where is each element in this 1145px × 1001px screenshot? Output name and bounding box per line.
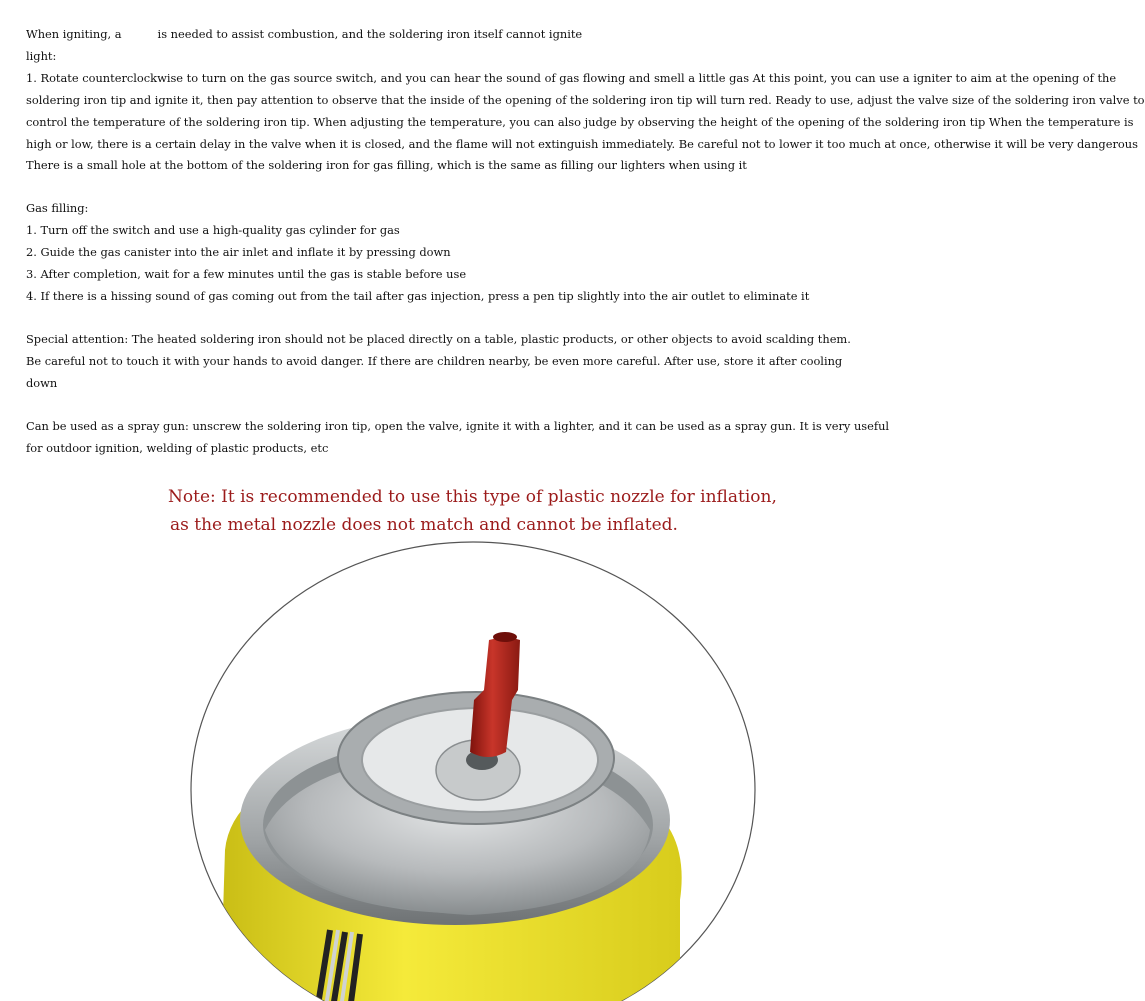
intro-line-1 [26, 24, 996, 46]
special-attention-line: Special attention: The heated soldering iron should not be placed directly on a table, plastic products, or other objects to avoid scalding them. [26, 332, 851, 346]
spray-gun-line: Can be used as a spray gun: unscrew the soldering iron tip, open the valve, ignite it with a lighter, and it can be used as a spray gun. It is very useful [26, 419, 890, 433]
note-line-2: as the metal nozzle does not match and cannot be inflated. [170, 515, 678, 535]
intro-line-1a: When igniting, a [26, 27, 122, 41]
spray-gun-section [26, 416, 996, 460]
step1-line: soldering iron tip and ignite it, then pay attention to observe that the inside of the opening of the soldering iron tip will turn red. Ready to use, adjust the valve size of the soldering iron valve to [26, 92, 1145, 107]
special-attention-line: down [26, 375, 58, 390]
step1-line: high or low, there is a certain delay in the valve when it is closed, and the flame will not extinguish immediately. Be careful not to lower it too much at once, otherwise it will be very dangerous [26, 136, 1138, 151]
gas-filling-heading: Gas filling: [26, 201, 89, 215]
gas-filling-section [26, 198, 996, 308]
intro-section [26, 24, 1145, 177]
step1-line: control the temperature of the soldering iron tip. When adjusting the temperature, you can also judge by observing the height of the opening of the soldering iron tip When the temperature is [26, 114, 1134, 129]
nozzle-tip [493, 632, 517, 642]
note-line-1: Note: It is recommended to use this type of plastic nozzle for inflation, [168, 487, 777, 507]
step1-line: 1. Rotate counterclockwise to turn on the gas source switch, and you can hear the sound of gas flowing and smell a little gas At this point, you can use a igniter to aim at the opening of the [26, 70, 1117, 85]
gas-can-nozzle-photo [0, 530, 1001, 1001]
gas-filling-step: 2. Guide the gas canister into the air inlet and inflate it by pressing down [26, 244, 451, 259]
special-attention-line: Be careful not to touch it with your hands to avoid danger. If there are children nearby, be even more careful. After use, store it after cooling [26, 353, 843, 368]
step1-line: There is a small hole at the bottom of the soldering iron for gas filling, which is the same as filling our lighters when using it [26, 158, 747, 173]
gas-filling-step: 1. Turn off the switch and use a high-quality gas cylinder for gas [26, 222, 400, 237]
special-attention-section [26, 329, 996, 395]
spray-gun-line: for outdoor ignition, welding of plastic products, etc [26, 440, 329, 455]
gas-filling-step: 3. After completion, wait for a few minutes until the gas is stable before use [26, 266, 467, 281]
intro-line-2: light: [26, 48, 57, 63]
intro-line-1b: is needed to assist combustion, and the soldering iron itself cannot ignite [157, 27, 583, 41]
gas-filling-step: 4. If there is a hissing sound of gas coming out from the tail after gas injection, press a pen tip slightly into the air outlet to eliminate it [26, 288, 810, 303]
